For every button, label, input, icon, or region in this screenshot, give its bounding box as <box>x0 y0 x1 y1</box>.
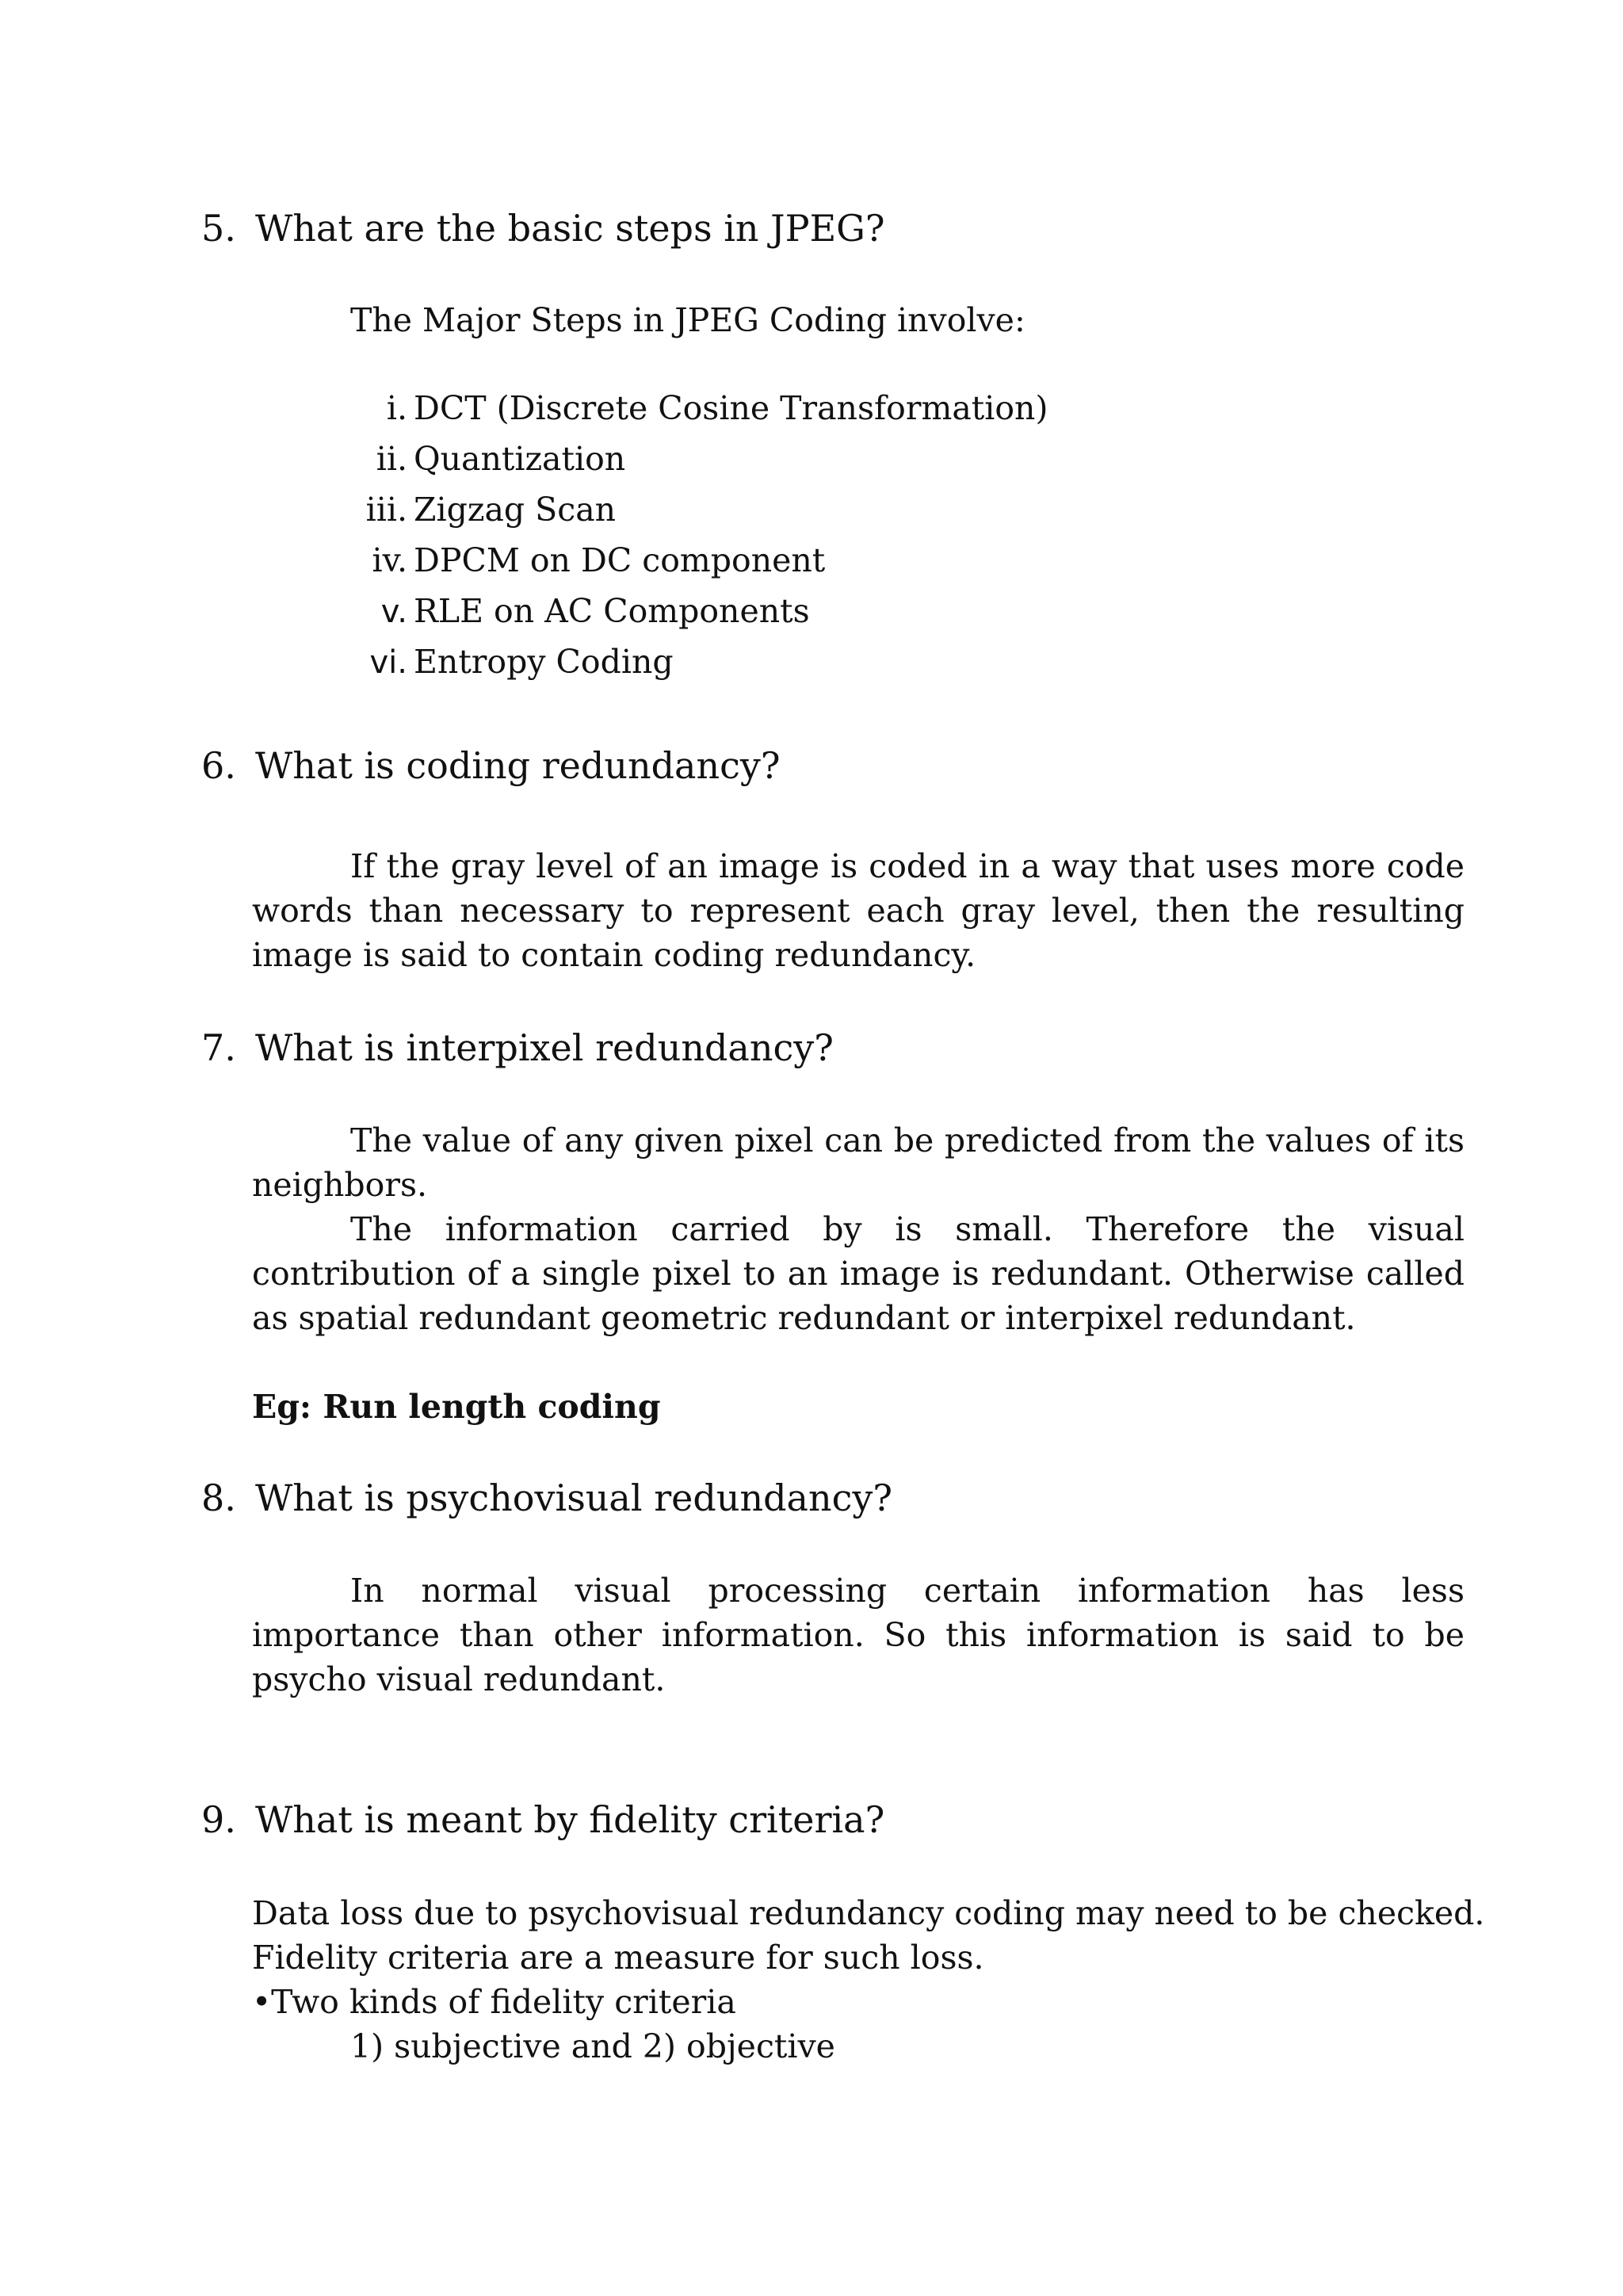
question-number: 8. <box>201 1477 236 1519</box>
jpeg-steps-intro: The Major Steps in JPEG Coding involve: <box>350 301 1025 339</box>
list-item <box>341 484 1048 535</box>
question-9-line-1: Data loss due to psychovisual redundancy coding may need to be checked. <box>252 1894 1485 1932</box>
list-item <box>341 586 1048 636</box>
step-text: Entropy Coding <box>414 643 674 681</box>
list-item <box>341 383 1048 434</box>
answer-text: If the gray level of an image is coded in a way that uses more code words than necessary to represent each gray level, then the resulting image is said to contain coding redundancy. <box>252 847 1465 974</box>
question-8-answer <box>252 1568 1465 1702</box>
step-number: ii. <box>376 440 407 478</box>
question-6-answer <box>252 844 1465 977</box>
question-9-heading <box>201 1797 884 1842</box>
question-number: 5. <box>201 207 236 250</box>
question-7-example: Eg: Run length coding <box>252 1388 661 1426</box>
question-9-bullet: •Two kinds of fidelity criteria <box>252 1983 736 2021</box>
question-5-heading <box>201 206 885 250</box>
step-number: i. <box>386 389 407 427</box>
question-text: What are the basic steps in JPEG? <box>255 207 885 250</box>
question-text: What is interpixel redundancy? <box>255 1026 834 1069</box>
question-text: What is psychovisual redundancy? <box>255 1477 893 1519</box>
question-number: 9. <box>201 1798 236 1841</box>
question-9-line-4: 1) subjective and 2) objective <box>350 2027 835 2065</box>
question-number: 6. <box>201 744 236 787</box>
step-text: Zigzag Scan <box>414 491 617 529</box>
question-number: 7. <box>201 1026 236 1069</box>
answer-text: The information carried by is small. Therefore the visual contribution of a single pixel to an image is redundant. Otherwise called as spatial redundant geometric redundant or interpixel redundant. <box>252 1210 1465 1337</box>
answer-text: The value of any given pixel can be predicted from the values of its neighbors. <box>252 1121 1465 1204</box>
list-item <box>341 434 1048 484</box>
list-item <box>341 636 1048 687</box>
answer-text: In normal visual processing certain information has less importance than other information. So this information is said to be psycho visual redundant. <box>252 1572 1465 1698</box>
step-number: iv. <box>372 541 407 579</box>
step-text: DPCM on DC component <box>414 541 826 579</box>
step-number: vi. <box>369 644 407 681</box>
jpeg-steps-list <box>341 383 1048 687</box>
question-text: What is meant by fidelity criteria? <box>255 1798 885 1841</box>
question-8-heading <box>201 1476 892 1520</box>
step-number: iii. <box>365 491 407 529</box>
question-9-line-2: Fidelity criteria are a measure for such loss. <box>252 1939 984 1977</box>
step-number: v. <box>380 594 407 630</box>
step-text: Quantization <box>414 440 626 478</box>
step-text: RLE on AC Components <box>414 592 810 630</box>
question-7-heading <box>201 1026 834 1070</box>
step-text: DCT (Discrete Cosine Transformation) <box>414 389 1048 427</box>
question-7-answer-2 <box>252 1207 1465 1340</box>
question-7-answer-1 <box>252 1118 1465 1207</box>
question-text: What is coding redundancy? <box>255 744 781 787</box>
list-item <box>341 535 1048 586</box>
question-6-heading <box>201 743 781 788</box>
